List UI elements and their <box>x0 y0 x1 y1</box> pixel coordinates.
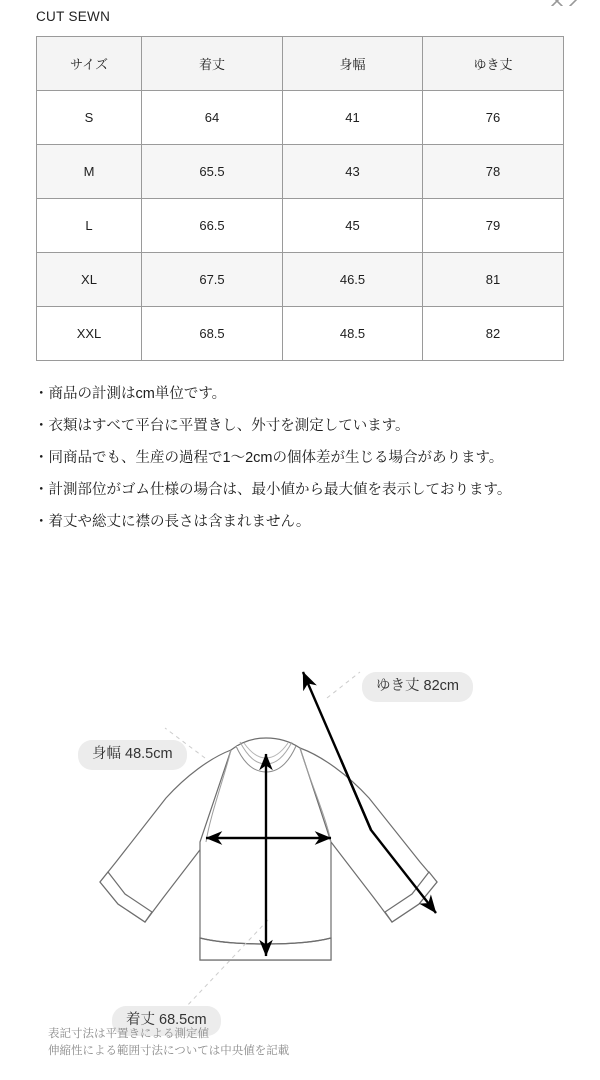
cell-mihaba: 45 <box>283 199 423 253</box>
cell-kitake: 68.5 <box>142 307 283 361</box>
footnote-line: 表記寸法は平置きによる測定値 <box>48 1028 209 1040</box>
cell-kitake: 64 <box>142 91 283 145</box>
note-line: ・同商品でも、生産の過程で1〜2cmの個体差が生じる場合があります。 <box>34 450 504 466</box>
cell-size: L <box>37 199 142 253</box>
column-header-mihaba: 身幅 <box>283 37 423 91</box>
cell-yukitake: 78 <box>423 145 564 199</box>
badge-mihaba: 身幅 48.5cm <box>78 740 187 770</box>
footnote-line: 伸縮性による範囲寸法については中央値を記載 <box>48 1045 290 1057</box>
garment-diagram <box>0 630 600 1030</box>
cell-size: S <box>37 91 142 145</box>
cell-mihaba: 43 <box>283 145 423 199</box>
cell-mihaba: 41 <box>283 91 423 145</box>
column-header-yukitake: ゆき丈 <box>423 37 564 91</box>
cell-size: XL <box>37 253 142 307</box>
cell-yukitake: 81 <box>423 253 564 307</box>
badge-yukitake: ゆき丈 82cm <box>362 672 473 702</box>
note-line: ・着丈や総丈に襟の長さは含まれません。 <box>34 514 311 530</box>
cell-size: XXL <box>37 307 142 361</box>
diagram-footnote <box>48 1026 289 1060</box>
cell-kitake: 66.5 <box>142 199 283 253</box>
cell-yukitake: 82 <box>423 307 564 361</box>
leader-line-yukitake <box>327 672 360 698</box>
cell-yukitake: 79 <box>423 199 564 253</box>
column-header-size: サイズ <box>37 37 142 91</box>
cell-size: M <box>37 145 142 199</box>
cell-kitake: 67.5 <box>142 253 283 307</box>
badge-kitake: 着丈 68.5cm <box>112 1006 221 1036</box>
note-line: ・商品の計測はcm単位です。 <box>34 386 227 402</box>
note-line: ・計測部位がゴム仕様の場合は、最小値から最大値を表示しております。 <box>34 482 512 498</box>
column-header-kitake: 着丈 <box>142 37 283 91</box>
page-title: CUT SEWN <box>36 9 111 24</box>
cell-kitake: 65.5 <box>142 145 283 199</box>
cell-mihaba: 48.5 <box>283 307 423 361</box>
cell-yukitake: 76 <box>423 91 564 145</box>
cell-mihaba: 46.5 <box>283 253 423 307</box>
note-line: ・衣類はすべて平台に平置きし、外寸を測定しています。 <box>34 418 410 434</box>
